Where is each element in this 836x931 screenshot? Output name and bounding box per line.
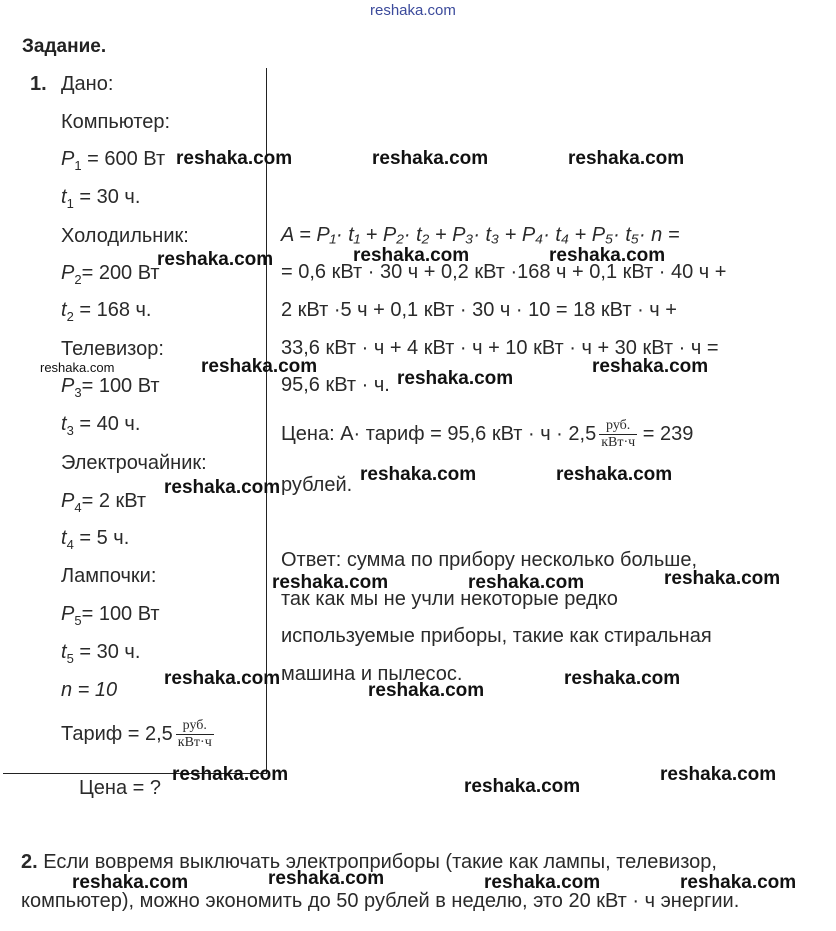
watermark: reshaka.com [201, 356, 318, 377]
tv-label: Телевизор: [61, 338, 164, 360]
watermark: reshaka.com [268, 868, 385, 889]
watermark: reshaka.com [397, 368, 514, 389]
solution-line-1: A = P₁· t₁ + P₂· t₂ + P₃· t₃ + P₄· t₄ + P₅· t₅· n = [281, 224, 680, 246]
watermark: reshaka.com [680, 872, 797, 893]
solution-line-3: 2 кВт ·5 ч + 0,1 кВт · 30 ч · 10 = 18 кВт · ч + [281, 299, 677, 321]
watermark: reshaka.com [592, 356, 709, 377]
task2-line-1: 2. Если вовремя выключать электроприборы (такие как лампы, телевизор, [21, 851, 717, 873]
watermark: reshaka.com [368, 680, 485, 701]
solution-line-4: 33,6 кВт · ч + 4 кВт · ч + 10 кВт · ч + 30 кВт · ч = [281, 337, 719, 359]
watermark: reshaka.com [72, 872, 189, 893]
watermark: reshaka.com [564, 668, 681, 689]
fridge-label: Холодильник: [61, 225, 189, 247]
task2-number: 2. [21, 851, 38, 873]
site-header-link[interactable]: reshaka.com [370, 2, 456, 19]
solution-line-2: = 0,6 кВт · 30 ч + 0,2 кВт ·168 ч + 0,1 кВт · 40 ч + [281, 261, 727, 283]
tariff-line: Тариф = 2,5 $\frac{\text{руб.}}{\text{кВт·ч}}$ [61, 718, 212, 750]
watermark: reshaka.com [556, 464, 673, 485]
watermark: reshaka.com [464, 776, 581, 797]
fridge-power: $P_2= 200$ Вт [61, 262, 160, 287]
answer-line-3: используемые приборы, такие как стиральная [281, 625, 712, 647]
task1-number: 1. [30, 73, 47, 95]
watermark: reshaka.com [360, 464, 477, 485]
price-rubles: рублей. [281, 474, 353, 496]
tariff-fraction: $\frac{\text{руб.}}{\text{кВт·ч}}$ [177, 718, 212, 750]
watermark: reshaka.com [172, 764, 289, 785]
price-calculation: Цена: A· тариф = 95,6 кВт · ч · 2,5 $\frac{\text{руб.}}{\text{кВт·ч}}$ = 239 [281, 418, 694, 450]
watermark: reshaka.com [164, 477, 281, 498]
kettle-power: $P_4= 2$ кВт [61, 490, 147, 515]
bulbs-time: $t_5 = 30$ ч. [61, 641, 141, 666]
kettle-label: Электрочайник: [61, 452, 207, 474]
task2-line-2: компьютер), можно экономить до 50 рублей в неделю, это 20 кВт · ч энергии. [21, 890, 740, 912]
tv-power: $P_3= 100$ Вт [61, 375, 160, 400]
bulbs-label: Лампочки: [61, 565, 157, 587]
given-label: Дано: [61, 73, 114, 95]
answer-line-2: так как мы не учли некоторые редко [281, 588, 618, 610]
n-value: n = 10 [61, 679, 118, 701]
answer-line-4: машина и пылесос. [281, 663, 463, 685]
watermark: reshaka.com [660, 764, 777, 785]
watermark: reshaka.com [549, 245, 666, 266]
computer-power: $P_1 = 600$ Вт [61, 148, 166, 173]
watermark: reshaka.com [176, 148, 293, 169]
watermark: reshaka.com [372, 148, 489, 169]
watermark: reshaka.com [468, 572, 585, 593]
watermark: reshaka.com [484, 872, 601, 893]
watermark: reshaka.com [664, 568, 781, 589]
answer-line-1: Ответ: сумма по прибору несколько больше, [281, 549, 697, 571]
watermark: reshaka.com [353, 245, 470, 266]
watermark: reshaka.com [164, 668, 281, 689]
page-title: Задание. [22, 36, 107, 57]
watermark: reshaka.com [157, 249, 274, 270]
computer-label: Компьютер: [61, 111, 171, 133]
watermark: reshaka.com [568, 148, 685, 169]
watermark: reshaka.com [40, 360, 115, 375]
kettle-time: $t_4 = 5$ ч. [61, 527, 130, 552]
tv-time: $t_3 = 40$ ч. [61, 413, 141, 438]
computer-time: $t_1 = 30$ ч. [61, 186, 141, 211]
fridge-time: $t_2 = 168$ ч. [61, 299, 152, 324]
price-question: Цена = ? [79, 777, 162, 799]
watermark: reshaka.com [272, 572, 389, 593]
price-fraction: $\frac{\text{руб.}}{\text{кВт·ч}}$ [601, 418, 636, 450]
solution-line-5: 95,6 кВт · ч. [281, 374, 390, 396]
bulbs-power: $P_5= 100$ Вт [61, 603, 160, 628]
